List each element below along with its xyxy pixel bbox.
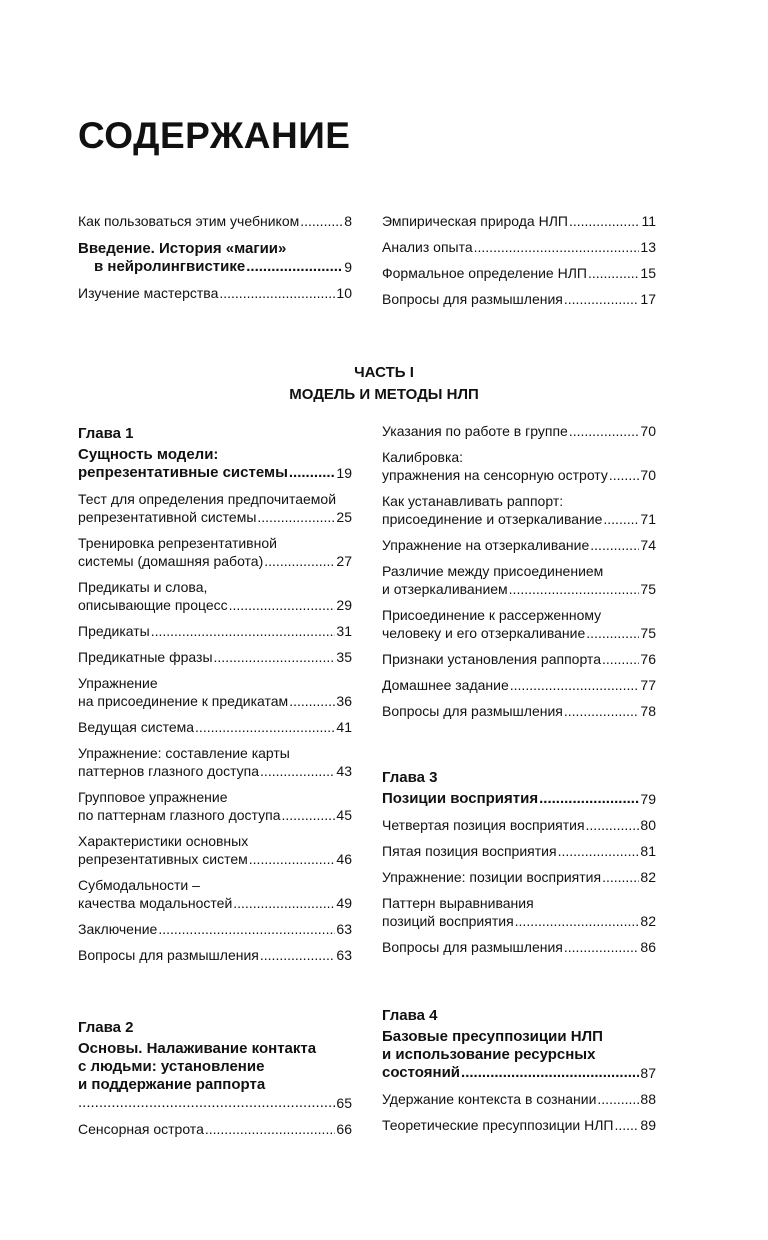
entry-title-line: человеку и его отзеркаливание — [382, 625, 586, 641]
entry-title-line: репрезентативной системы — [78, 509, 257, 525]
toc-entry[interactable] — [382, 562, 656, 598]
chapter-2-title-entry — [78, 1040, 352, 1112]
entry-title-line: Предикаты — [78, 623, 150, 639]
entry-title-line: и использование ресурсных — [382, 1046, 596, 1063]
entry-title-line: Различие между присоединением — [382, 563, 604, 579]
toc-entry[interactable] — [382, 894, 656, 930]
entry-title-line: Присоединение к рассерженному — [382, 607, 602, 623]
entry-title-line: Предикаты и слова, — [78, 579, 208, 595]
page-number: 82 — [640, 869, 656, 885]
page-number: 35 — [336, 649, 352, 665]
toc-entry[interactable] — [78, 946, 352, 964]
page-number: 75 — [640, 581, 656, 597]
entry-title-line: системы (домашняя работа) — [78, 553, 264, 569]
toc-entry[interactable] — [78, 832, 352, 868]
toc-list-intro-right — [382, 212, 656, 308]
entry-title-line: Вопросы для размышления — [382, 703, 563, 719]
leader-dots — [214, 648, 336, 666]
leader-dots — [461, 1064, 639, 1082]
page-number: 80 — [640, 817, 656, 833]
toc-entry[interactable] — [382, 448, 656, 484]
toc-entry[interactable] — [382, 238, 656, 256]
toc-list-intro-left-a — [78, 212, 352, 230]
entry-title-line: Упражнение: составление карты — [78, 745, 290, 761]
leader-dots — [597, 1090, 639, 1108]
page-number: 86 — [640, 939, 656, 955]
entry-title-line: Теоретические пресуппозиции НЛП — [382, 1117, 614, 1133]
toc-entry[interactable] — [382, 422, 656, 440]
page-number: 79 — [640, 791, 656, 807]
leader-dots — [588, 264, 639, 282]
entry-title-line: Вопросы для размышления — [382, 939, 563, 955]
toc-list-chapter-1 — [78, 490, 352, 964]
toc-entry[interactable] — [78, 1120, 352, 1138]
entry-title-line: Упражнение на отзеркаливание — [382, 537, 590, 553]
entry-title-line: Вопросы для размышления — [382, 291, 563, 307]
page-number: 71 — [640, 511, 656, 527]
toc-entry[interactable] — [382, 1090, 656, 1108]
chapter-3-label: Глава 3 — [382, 769, 438, 786]
toc-entry[interactable] — [382, 536, 656, 554]
entry-title-line: позиций восприятия — [382, 913, 514, 929]
toc-entry-introduction[interactable] — [78, 240, 352, 276]
toc-entry[interactable] — [382, 816, 656, 834]
entry-title-line: Как пользоваться этим учебником — [78, 213, 300, 229]
leader-dots — [260, 762, 335, 780]
leader-dots — [569, 212, 640, 230]
page-number: 82 — [640, 913, 656, 929]
toc-entry[interactable] — [382, 676, 656, 694]
toc-entry[interactable] — [78, 674, 352, 710]
entry-title-line: на присоединение к предикатам — [78, 693, 289, 709]
toc-list-chapter-2-continued — [382, 422, 656, 720]
page-number: 36 — [336, 693, 352, 709]
toc-entry[interactable] — [382, 492, 656, 528]
page-number: 9 — [344, 259, 352, 275]
leader-dots — [586, 624, 639, 642]
page-number: 65 — [336, 1095, 352, 1111]
leader-dots — [257, 508, 335, 526]
entry-title-line: Указания по работе в группе — [382, 423, 568, 439]
chapter-3-title-entry — [382, 790, 656, 808]
right-column — [382, 422, 656, 1142]
toc-list-chapter-2 — [78, 1120, 352, 1138]
entry-title-line: Калибровка: — [382, 449, 464, 465]
leader-dots — [474, 238, 640, 256]
entry-title-line: по паттернам глазного доступа — [78, 807, 281, 823]
entry-title-line: качества модальностей — [78, 895, 233, 911]
leader-dots — [289, 692, 335, 710]
toc-entry[interactable] — [382, 938, 656, 956]
entry-title-line: Базовые пресуппозиции НЛП — [382, 1028, 603, 1045]
leader-dots — [249, 850, 336, 868]
entry-title-line: репрезентативные системы — [78, 464, 288, 481]
page-number: 70 — [640, 467, 656, 483]
page-number: 11 — [641, 213, 656, 229]
leader-dots — [229, 596, 336, 614]
leader-dots — [260, 946, 336, 964]
leader-dots — [78, 1094, 335, 1112]
toc-list-chapter-3 — [382, 816, 656, 956]
leader-dots — [602, 868, 639, 886]
entry-title-line: Удержание контекста в сознании — [382, 1091, 597, 1107]
toc-entry[interactable] — [382, 1116, 656, 1134]
intro-left-column — [78, 212, 352, 310]
entry-title-line: Анализ опыта — [382, 239, 473, 255]
toc-entry[interactable] — [78, 920, 352, 938]
entry-title-line: Изучение мастерства — [78, 285, 219, 301]
leader-dots — [246, 258, 343, 276]
leader-dots — [282, 806, 336, 824]
toc-entry[interactable] — [78, 534, 352, 570]
chapter-1-section — [78, 424, 352, 1146]
page-number: 87 — [640, 1065, 656, 1081]
toc-entry[interactable] — [382, 264, 656, 282]
entry-title-line: с людьми: установление — [78, 1058, 265, 1075]
leader-dots — [586, 816, 640, 834]
entry-title-line: и поддержание раппорта — [78, 1076, 266, 1093]
introduction-title-line-2: в нейролингвистике — [94, 258, 246, 275]
leader-dots — [289, 464, 336, 482]
leader-dots — [515, 912, 640, 930]
entry-title-line: Паттерн выравнивания — [382, 895, 534, 911]
toc-entry[interactable] — [78, 284, 352, 302]
chapter-2-label: Глава 2 — [78, 1019, 134, 1036]
leader-dots — [264, 552, 335, 570]
leader-dots — [195, 718, 335, 736]
entry-title-line: упражнения на сенсорную остроту — [382, 467, 608, 483]
toc-entry[interactable] — [78, 490, 352, 526]
leader-dots — [539, 790, 639, 808]
entry-title-line: Упражнение: позиции восприятия — [382, 869, 602, 885]
toc-entry[interactable] — [382, 290, 656, 308]
leader-dots — [233, 894, 335, 912]
introduction-title-line-1: Введение. История «магии» — [78, 240, 287, 257]
entry-title-line: Формальное определение НЛП — [382, 265, 587, 281]
page-number: 88 — [640, 1091, 656, 1107]
page-number: 63 — [336, 947, 352, 963]
toc-entry[interactable] — [78, 718, 352, 736]
leader-dots — [614, 1116, 639, 1134]
page-number: 49 — [336, 895, 352, 911]
leader-dots — [510, 676, 640, 694]
toc-entry[interactable] — [78, 212, 352, 230]
intro-right-column — [382, 212, 656, 316]
entry-title-line: Характеристики основных — [78, 833, 249, 849]
entry-title-line: Сущность модели: — [78, 446, 219, 463]
page-number: 29 — [336, 597, 352, 613]
page-number: 19 — [336, 465, 352, 481]
toc-entry[interactable] — [78, 788, 352, 824]
entry-title-line: Тест для определения предпочитаемой — [78, 491, 337, 507]
entry-title-line: Вопросы для размышления — [78, 947, 259, 963]
page-number: 81 — [640, 843, 656, 859]
entry-title-line: Как устанавливать раппорт: — [382, 493, 564, 509]
entry-title-line: Групповое упражнение — [78, 789, 228, 805]
page-number: 10 — [336, 285, 352, 301]
toc-entry[interactable] — [382, 702, 656, 720]
entry-title-line: Пятая позиция восприятия — [382, 843, 557, 859]
leader-dots — [590, 536, 639, 554]
leader-dots — [558, 842, 640, 860]
entry-title-line: Четвертая позиция восприятия — [382, 817, 585, 833]
page-number: 89 — [640, 1117, 656, 1133]
entry-title-line: Признаки установления раппорта — [382, 651, 601, 667]
page-number: 76 — [640, 651, 656, 667]
leader-dots — [158, 920, 335, 938]
chapter-1-label: Глава 1 — [78, 425, 134, 442]
entry-title-line: Домашнее задание — [382, 677, 509, 693]
entry-title-line: Основы. Налаживание контакта — [78, 1040, 317, 1057]
entry-title-line: Сенсорная острота — [78, 1121, 204, 1137]
toc-entry[interactable] — [78, 622, 352, 640]
toc-entry-chapter-title[interactable] — [78, 1040, 352, 1112]
entry-title-line: паттернов глазного доступа — [78, 763, 260, 779]
toc-list-chapter-4 — [382, 1090, 656, 1134]
toc-entry[interactable] — [78, 876, 352, 912]
entry-title-line: Эмпирическая природа НЛП — [382, 213, 568, 229]
page-number: 46 — [336, 851, 352, 867]
page-number: 45 — [336, 807, 352, 823]
entry-title-line: Предикатные фразы — [78, 649, 213, 665]
entry-title-line: репрезентативных систем — [78, 851, 248, 867]
page-title: СОДЕРЖАНИЕ — [78, 115, 351, 156]
toc-entry[interactable] — [382, 842, 656, 860]
toc-entry[interactable] — [382, 650, 656, 668]
leader-dots — [300, 212, 343, 230]
leader-dots — [151, 622, 336, 640]
leader-dots — [609, 466, 640, 484]
page-number: 41 — [336, 719, 352, 735]
page-number: 8 — [344, 213, 352, 229]
entry-title-line: Заключение — [78, 921, 158, 937]
page-number: 66 — [336, 1121, 352, 1137]
toc-entry[interactable] — [78, 578, 352, 614]
toc-entry-chapter-title[interactable] — [382, 1028, 656, 1082]
entry-title-line: и отзеркаливанием — [382, 581, 508, 597]
page-number: 15 — [640, 265, 656, 281]
entry-title-line: Тренировка репрезентативной — [78, 535, 277, 551]
page-number: 77 — [640, 677, 656, 693]
page-number: 78 — [640, 703, 656, 719]
leader-dots — [569, 422, 640, 440]
page-number: 74 — [640, 537, 656, 553]
toc-entry-chapter-title[interactable] — [382, 790, 656, 808]
toc-entry[interactable] — [382, 868, 656, 886]
toc-entry[interactable] — [78, 648, 352, 666]
entry-title-line: состояний — [382, 1064, 461, 1081]
leader-dots — [219, 284, 335, 302]
page-number: 25 — [336, 509, 352, 525]
leader-dots — [603, 510, 639, 528]
page-number: 27 — [336, 553, 352, 569]
entry-title-line: Субмодальности – — [78, 877, 200, 893]
entry-title-line: Ведущая система — [78, 719, 195, 735]
chapter-4-label: Глава 4 — [382, 1007, 438, 1024]
page-number: 17 — [640, 291, 656, 307]
page-number: 13 — [640, 239, 656, 255]
entry-title-line: присоединение и отзеркаливание — [382, 511, 603, 527]
toc-list-intro-left-b — [78, 284, 352, 302]
part-title: МОДЕЛЬ И МЕТОДЫ НЛП — [289, 386, 479, 403]
page-number: 31 — [336, 623, 352, 639]
toc-entry[interactable] — [382, 606, 656, 642]
entry-title-line: Упражнение — [78, 675, 158, 691]
part-number: ЧАСТЬ I — [354, 364, 414, 381]
toc-entry[interactable] — [78, 744, 352, 780]
page-number: 43 — [336, 763, 352, 779]
toc-entry-chapter-title[interactable] — [78, 446, 352, 482]
page-number: 75 — [640, 625, 656, 641]
leader-dots — [205, 1120, 336, 1138]
leader-dots — [564, 290, 640, 308]
leader-dots — [602, 650, 639, 668]
leader-dots — [564, 938, 640, 956]
leader-dots — [509, 580, 640, 598]
entry-title-line: Позиции восприятия — [382, 790, 539, 807]
toc-entry[interactable] — [382, 212, 656, 230]
chapter-1-title-entry — [78, 446, 352, 482]
leader-dots — [564, 702, 640, 720]
page-number: 63 — [336, 921, 352, 937]
page-number: 70 — [640, 423, 656, 439]
entry-title-line: описывающие процесс — [78, 597, 228, 613]
chapter-4-title-entry — [382, 1028, 656, 1082]
part-heading — [0, 362, 768, 406]
